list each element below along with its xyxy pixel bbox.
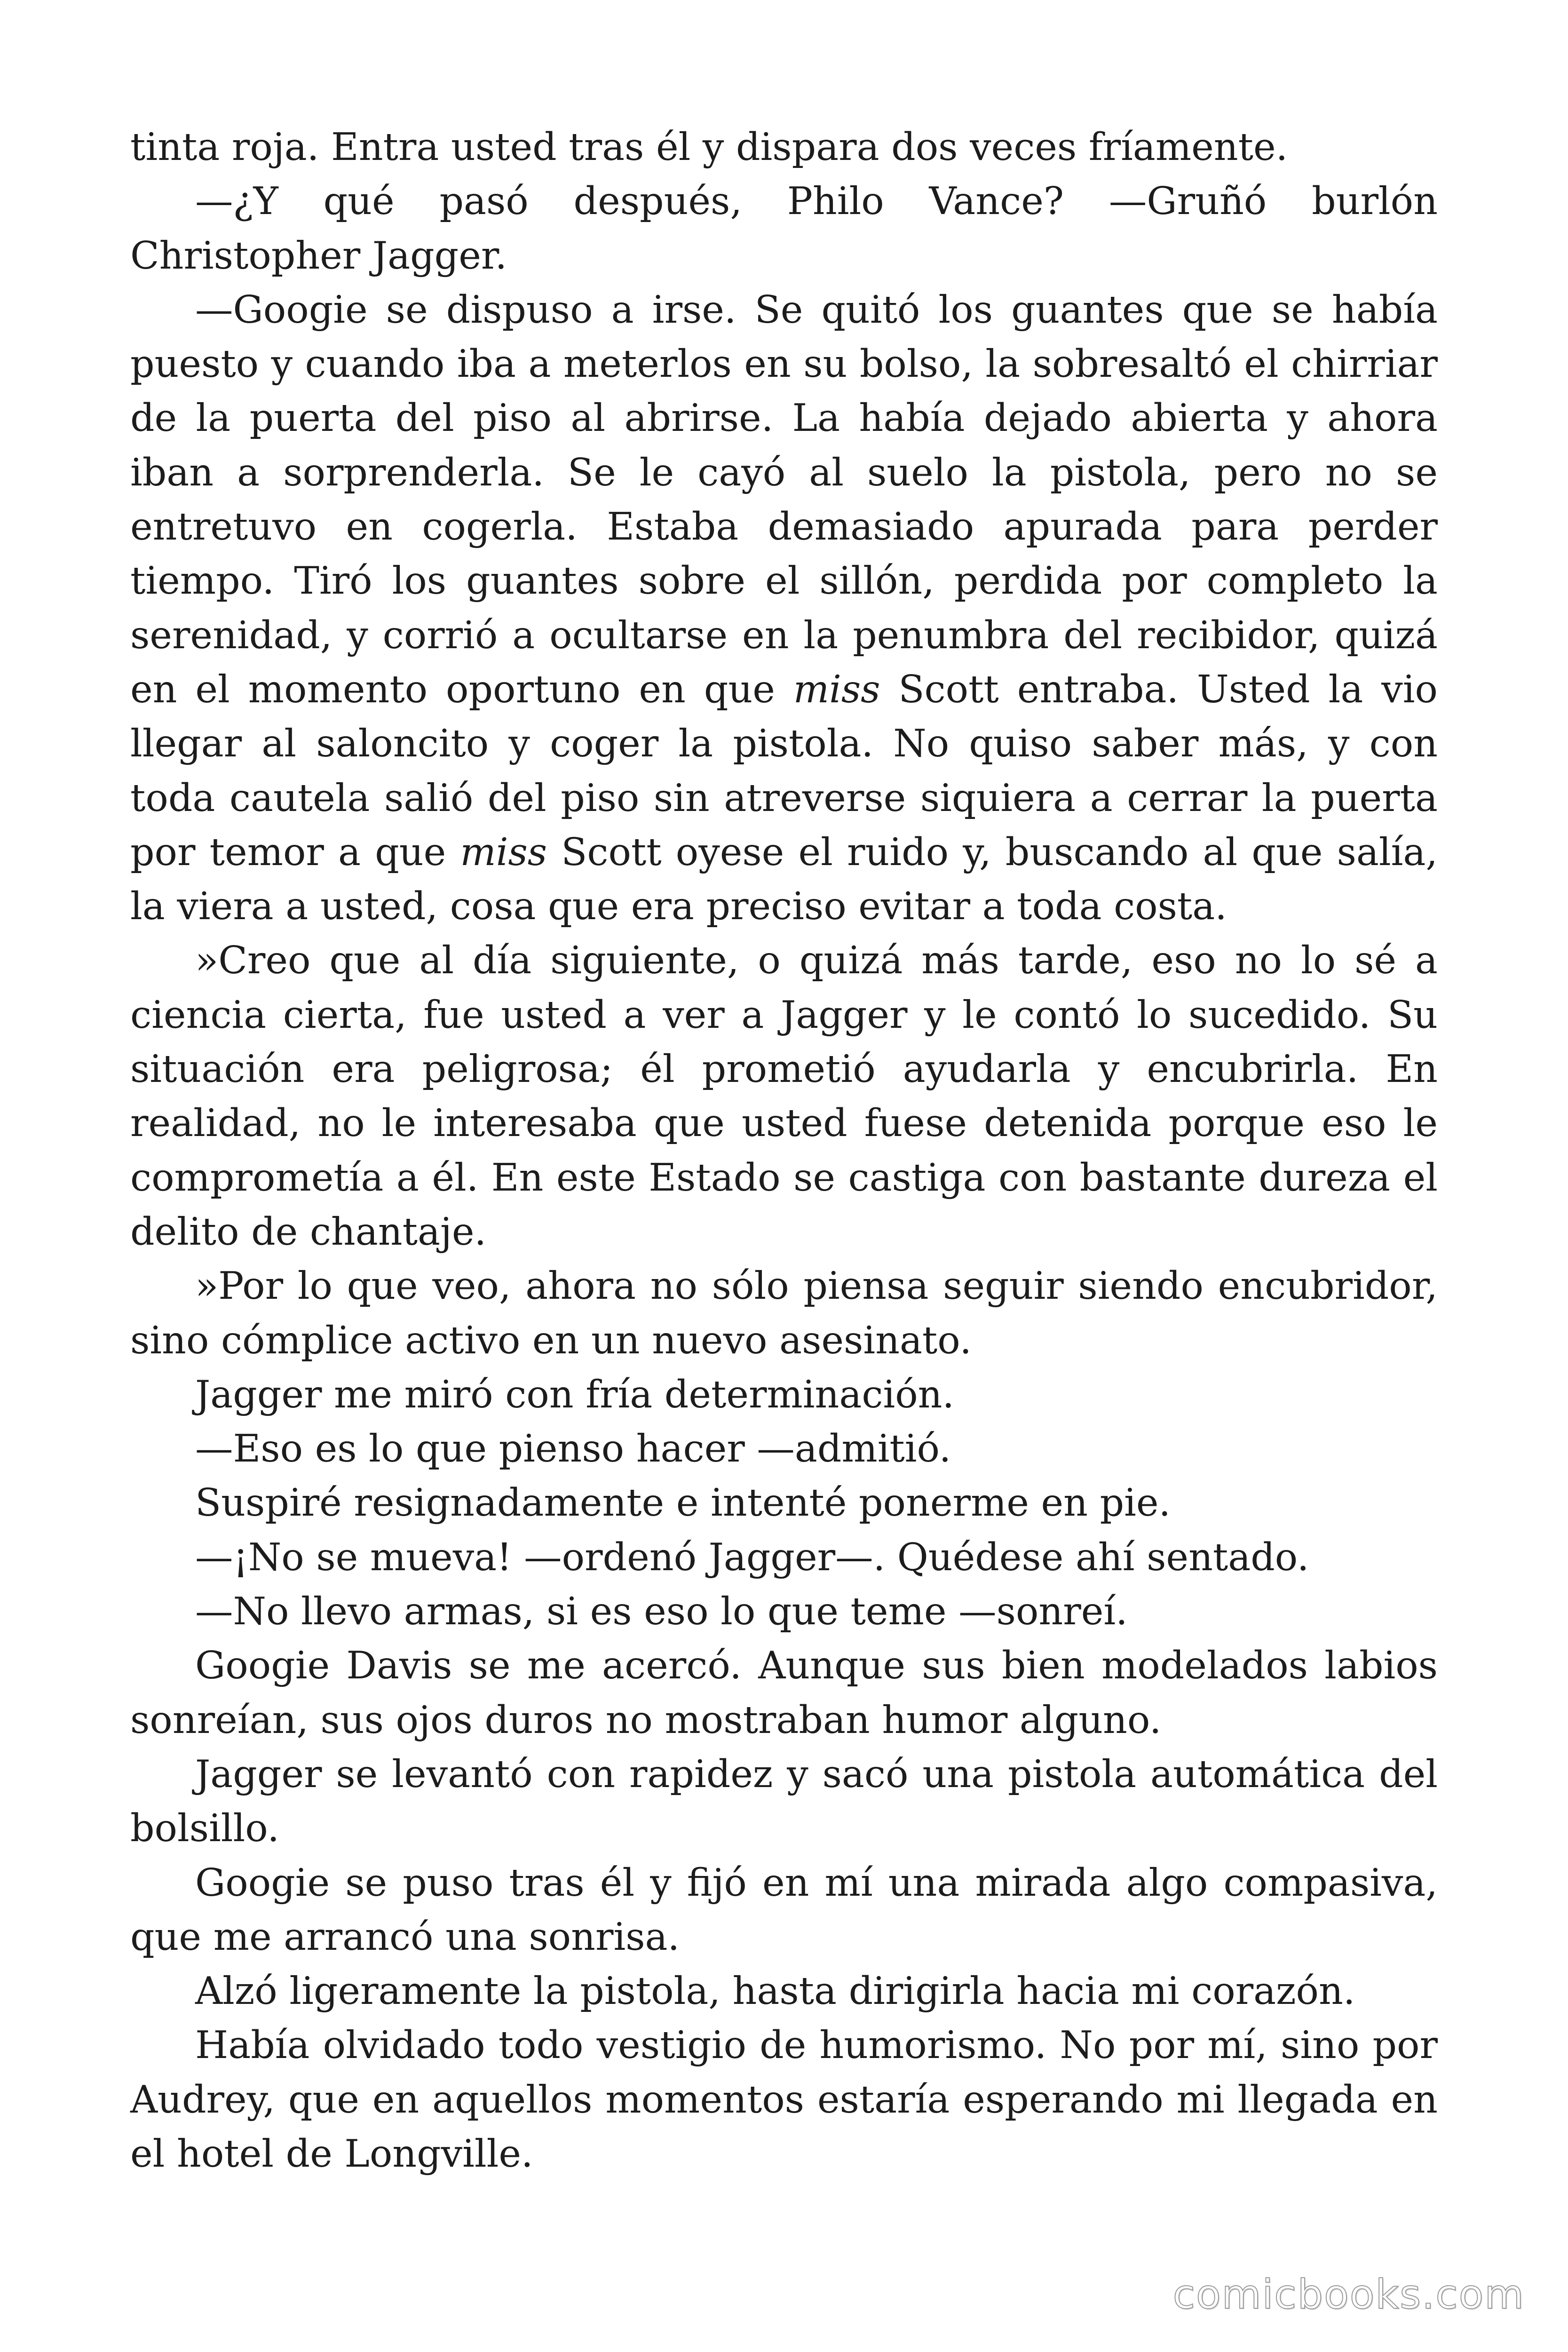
paragraph-text: Scott entraba. Usted la vio llegar al saloncito y coger la pistola. No quiso saber más, y con toda cautela salió del piso sin atreverse siquiera a cerrar la puerta por temor a que (130, 667, 1438, 874)
paragraph (130, 1530, 1438, 1584)
paragraph-text: Alzó ligeramente la pistola, hasta dirigirla hacia mi corazón. (195, 1969, 1355, 2013)
paragraph-text: —Googie se dispuso a irse. Se quitó los guantes que se había puesto y cuando iba a meterlos en su bolso, la sobresaltó el chirriar de la puerta del piso al abrirse. La había dejado abierta y ahora iban a sorprenderla. Se le cayó al suelo la pistola, pero no se entretuvo en cogerla. Estaba demasiado apurada para perder tiempo. Tiró los guantes sobre el sillón, perdida por completo la serenidad, y corrió a ocultarse en la penumbra del recibidor, quizá en el momento oportuno en que (130, 287, 1438, 711)
paragraph (130, 1747, 1438, 1856)
paragraph-text: »Creo que al día siguiente, o quizá más tarde, eso no lo sé a ciencia cierta, fue usted a ver a Jagger y le contó lo sucedido. Su situación era peligrosa; él prometió ayudarla y encubrirla. En realidad, no le interesaba que usted fuese detenida porque eso le comprometía a él. En este Estado se castiga con bastante dureza el delito de chantaje. (130, 938, 1438, 1254)
paragraph-text: Googie Davis se me acercó. Aunque sus bien modelados labios sonreían, sus ojos duros no mostraban humor alguno. (130, 1643, 1438, 1742)
paragraph-text: Scott oyese el ruido y, buscando al que salía, la viera a usted, cosa que era preciso evitar a toda costa. (130, 829, 1438, 929)
paragraph (130, 283, 1438, 934)
paragraph-text: Googie se puso tras él y fijó en mí una mirada algo compasiva, que me arrancó una sonrisa. (130, 1860, 1438, 1959)
book-page-text (130, 120, 1438, 2181)
paragraph-text: —¿Y qué pasó después, Philo Vance? —Gruñó burlón Christopher Jagger. (130, 179, 1438, 278)
paragraph-text: »Por lo que veo, ahora no sólo piensa seguir siendo encubridor, sino cómplice activo en un nuevo asesinato. (130, 1263, 1438, 1362)
paragraph (130, 2018, 1438, 2181)
paragraph (130, 1259, 1438, 1367)
paragraph-text: —No llevo armas, si es eso lo que teme —sonreí. (195, 1589, 1128, 1634)
paragraph-text: —Eso es lo que pienso hacer —admitió. (195, 1426, 951, 1471)
paragraph (130, 1422, 1438, 1476)
paragraph-text: Jagger me miró con fría determinación. (195, 1372, 955, 1416)
paragraph (130, 1367, 1438, 1422)
paragraph (130, 1584, 1438, 1638)
paragraph-text: Suspiré resignadamente e intenté ponerme en pie. (195, 1480, 1171, 1525)
paragraph-text: Había olvidado todo vestigio de humorismo. No por mí, sino por Audrey, que en aquellos momentos estaría esperando mi llegada en el hotel de Longville. (130, 2023, 1438, 2176)
paragraph (130, 1964, 1438, 2018)
paragraph (130, 1856, 1438, 1964)
paragraph-text: —¡No se mueva! —ordenó Jagger—. Quédese ahí sentado. (195, 1534, 1309, 1579)
paragraph (130, 1638, 1438, 1747)
paragraph-text: Jagger se levantó con rapidez y sacó una pistola automática del bolsillo. (130, 1751, 1438, 1851)
italic-word: miss (460, 829, 547, 874)
paragraph (130, 933, 1438, 1259)
paragraph (130, 174, 1438, 283)
italic-word: miss (793, 667, 880, 711)
watermark: comicbooks.com (1172, 2271, 1525, 2318)
paragraph-text: tinta roja. Entra usted tras él y dispara dos veces fríamente. (130, 125, 1288, 169)
paragraph (130, 1476, 1438, 1530)
paragraph (130, 120, 1438, 174)
